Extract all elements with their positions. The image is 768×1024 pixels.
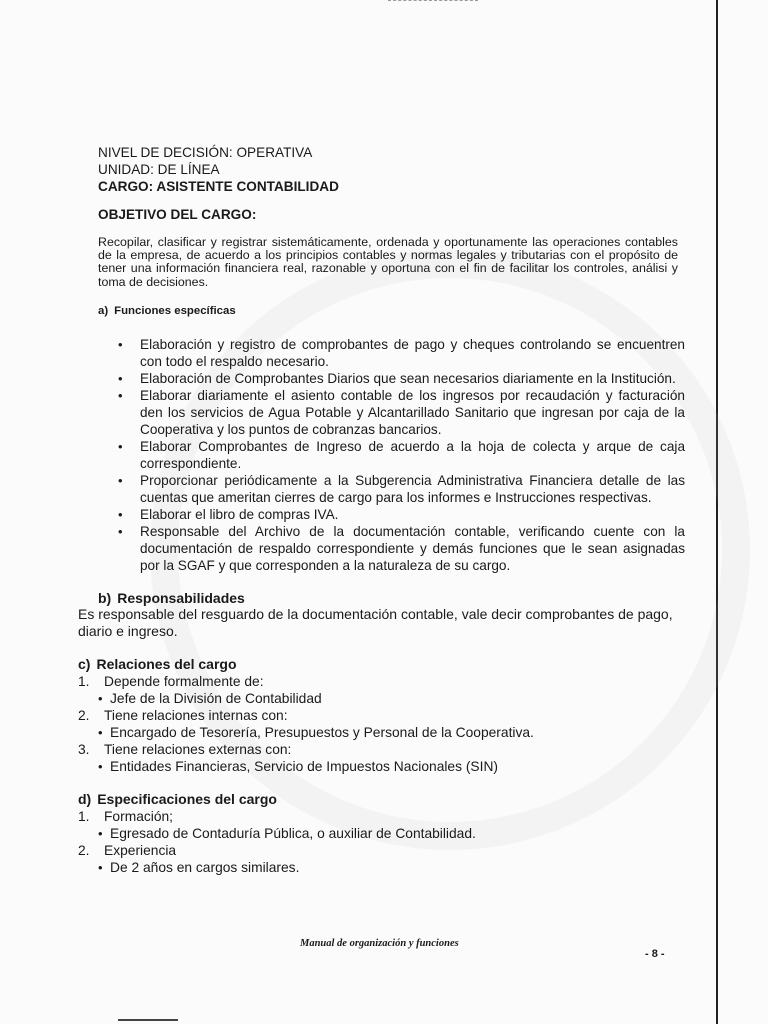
group-label: Depende formalmente de:	[104, 674, 264, 689]
scan-bottom-mark	[118, 1019, 178, 1021]
list-item: • Elaboración de Comprobantes Diarios que sean necesarios diariamente en la Institución.	[140, 370, 685, 387]
cargo-title: CARGO: ASISTENTE CONTABILIDAD	[98, 179, 339, 194]
document-body	[78, 144, 685, 876]
responsabilidades-heading	[98, 590, 678, 607]
responsabilidades-section	[78, 589, 678, 641]
responsabilidades-title: Responsabilidades	[117, 589, 245, 606]
funciones-label: a)	[98, 305, 109, 318]
page-edge-line	[716, 0, 718, 1024]
funciones-title: Funciones específicas	[114, 305, 236, 318]
scan-top-mark	[388, 0, 478, 3]
relaciones-section	[78, 656, 678, 775]
unidad: UNIDAD: DE LÍNEA	[98, 162, 220, 177]
especificaciones-group-2	[78, 842, 678, 859]
especificaciones-group-1	[78, 808, 678, 825]
especificaciones-item-2: • De 2 años en cargos similares.	[78, 859, 678, 876]
especificaciones-label: d)	[78, 791, 92, 807]
list-item: • Proporcionar periódicamente a la Subgerencia Administrativa Financiera detalle de las cuentas que ameritan cierres de cargo para los informes e Instrucciones respectivas.	[140, 472, 685, 506]
group-label: Experiencia	[104, 842, 177, 858]
funciones-heading	[98, 303, 678, 320]
nivel-decision: NIVEL DE DECISIÓN: OPERATIVA	[98, 145, 313, 160]
page-number: - 8 -	[645, 948, 665, 960]
especificaciones-heading	[78, 791, 678, 808]
especificaciones-title: Especificaciones del cargo	[97, 791, 277, 807]
responsabilidades-text: Es responsable del resguardo de la documentación contable, vale decir comprobantes de pago, diario e ingreso.	[78, 606, 673, 640]
especificaciones-section	[78, 791, 678, 876]
responsabilidades-label: b)	[98, 589, 112, 606]
relaciones-title: Relaciones del cargo	[96, 656, 237, 673]
relaciones-heading	[78, 656, 678, 673]
number-label: 3.	[78, 742, 90, 757]
relaciones-label: c)	[78, 656, 91, 673]
list-item: • Elaborar el libro de compras IVA.	[140, 506, 685, 523]
list-item: • Responsable del Archivo de la documentación contable, verificando cuente con la documentación de respaldo correspondiente y demás funciones que le sean asignadas por la SGAF y que corresponden a la naturaleza de su cargo.	[140, 523, 685, 574]
relaciones-group-2	[78, 707, 678, 724]
objetivo-text: Recopilar, clasificar y registrar sistemáticamente, ordenada y oportunamente las operaciones contables de la empresa, de acuerdo a los principios contables y normas legales y tributarias con el propósito de tener una información financiera real, razonable y oportuna con el fin de facilitar los controles, análisi y toma de decisiones.	[98, 234, 678, 289]
list-item: • Elaboración y registro de comprobantes de pago y cheques controlando se encuentren con todo el respaldo necesario.	[140, 336, 685, 370]
objetivo-title: OBJETIVO DEL CARGO:	[98, 207, 257, 222]
especificaciones-item-1: • Egresado de Contaduría Pública, o auxiliar de Contabilidad.	[78, 825, 678, 842]
relaciones-item-3: • Entidades Financieras, Servicio de Impuestos Nacionales (SIN)	[78, 758, 678, 775]
relaciones-item-2: • Encargado de Tesorería, Presupuestos y Personal de la Cooperativa.	[78, 724, 678, 741]
group-label: Tiene relaciones externas con:	[104, 742, 292, 757]
group-label: Formación;	[104, 808, 174, 824]
relaciones-group-1	[78, 673, 678, 690]
number-label: 1.	[78, 674, 90, 689]
number-label: 1.	[78, 808, 90, 824]
list-item: • Elaborar Comprobantes de Ingreso de acuerdo a la hoja de colecta y arque de caja correspondiente.	[140, 438, 685, 472]
number-label: 2.	[78, 708, 90, 723]
relaciones-group-3	[78, 741, 678, 758]
number-label: 2.	[78, 842, 90, 858]
manual-footer: Manual de organización y funciones	[300, 938, 459, 949]
list-item: • Elaborar diariamente el asiento contable de los ingresos por recaudación y facturación den los servicios de Agua Potable y Alcantarillado Sanitario que ingresan por caja de la Cooperativa y los puntos de cobranzas bancarios.	[140, 387, 685, 438]
group-label: Tiene relaciones internas con:	[104, 708, 288, 723]
relaciones-item-1: • Jefe de la División de Contabilidad	[78, 690, 678, 707]
funciones-list	[98, 336, 685, 574]
